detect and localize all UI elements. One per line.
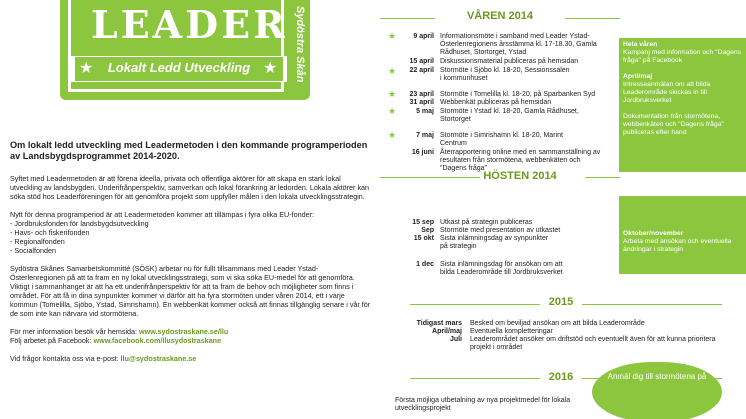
leader-logo bbox=[60, 0, 310, 100]
star-icon: ★ bbox=[388, 130, 397, 140]
side-text: Arbeta med ansökan och eventuella ändringar i strategin bbox=[623, 238, 732, 253]
star-icon: ★ bbox=[263, 60, 278, 77]
event-text: Återrapportering online med en sammanställning av resultaten från stormötena, webbenkäten och "Dagens fråga" bbox=[440, 149, 601, 172]
event-text: Informationsmöte i samband med Leader Ystad-Österlenregionens årsstämma kl. 17-18.30, Gamla Rådhuset, Stortorget, Ystad bbox=[440, 33, 597, 56]
facebook-info bbox=[10, 336, 372, 345]
event-text: Stormöte i Simrishamn kl. 18-20, Marint Centrum bbox=[440, 132, 563, 147]
event-text: Webbenkät publiceras på hemsidan bbox=[440, 99, 552, 106]
facebook-link[interactable]: www.facebook.com/llusydostraskane bbox=[93, 336, 222, 345]
logo-title: LEADER bbox=[91, 2, 288, 47]
signup-text: Anmäl dig till stormötena på bbox=[607, 372, 707, 381]
side-heading: April/maj bbox=[623, 73, 653, 80]
intro-paragraph: Syftet med Leadermetoden är att förena ideella, privata och offentliga aktörer för att skapa en stark lokal utveckling av landsbygden. Underifrånperspektiv, samverkan och lokal förankring är ledorden. Lokala aktörer kan söka stöd hos Leaderföreningen för att genomföra projekt som uppfyller målen i den lokala utvecklingsstrategin. bbox=[10, 174, 370, 201]
star-icon: ★ bbox=[388, 66, 397, 76]
star-icon: ★ bbox=[388, 31, 397, 41]
fund-item: - Havs- och fiskerifonden bbox=[10, 228, 90, 237]
event-date: 7 maj bbox=[416, 132, 434, 139]
side-text: Kampanj med information och "Dagens fråga" på Facebook bbox=[623, 49, 742, 64]
event-date: 16 juni bbox=[411, 149, 434, 156]
event-text: Besked om beviljad ansökan om att bilda Leaderområde bbox=[470, 320, 645, 327]
more-info bbox=[10, 327, 372, 336]
event-date: 15 april bbox=[409, 58, 434, 65]
y2015-title: 2015 bbox=[548, 296, 574, 308]
logo-subtitle: Lokalt Ledd Utveckling bbox=[107, 60, 251, 75]
event-text: Stormöte i Sjöbo kl. 18-20, Sessionssalen i kommunhuset bbox=[440, 67, 570, 82]
fund-item: - Regionalfonden bbox=[10, 237, 65, 246]
autumn-title: HÖSTEN 2014 bbox=[483, 170, 557, 182]
event-date: 1 dec bbox=[416, 261, 434, 268]
y2016-title: 2016 bbox=[548, 371, 574, 383]
event-date: 22 april bbox=[409, 67, 434, 74]
event-text: Leaderområdet ansöker om driftstöd och eventuellt även för att kunna prioritera projekt i området bbox=[470, 336, 716, 351]
event-text: Sista inlämningsdag av synpunkter på strategin bbox=[440, 235, 549, 250]
event-text: Stormöte med presentation av utkastet bbox=[440, 227, 561, 234]
website-link[interactable]: www.sydostraskane.se/llu bbox=[139, 327, 229, 336]
event-text: Diskussionsmaterial publiceras på hemsidan bbox=[440, 58, 579, 65]
star-icon: ★ bbox=[79, 60, 94, 77]
sosk-paragraph: Sydöstra Skånes Samarbetskommitté (SÖSK) arbetar nu för fullt tillsammans med Leader Ystad-Österlenregionen på att ta fram en ny lokal utvecklingsstrategi, som vi ska söka EU-medel för att genomföra. Viktigt i sammanhanget är att ha ett underifrånperspektiv för att ta fram de behov och möjligheter som finns i området. För att få in dina synpunkter kommer vi därför att ha fyra stormöten under våren 2014, ett i varje kommun (Tomelilla, Sjöbo, Ystad, Simrishamn). En webbenkät kommer också att finnas tillgänglig senare i vår för de som inte kan närvara vid stormötena. bbox=[10, 264, 371, 318]
more-info-label: För mer information besök vår hemsida: bbox=[10, 327, 140, 336]
email-link[interactable]: llu@sydostraskane.se bbox=[120, 354, 197, 363]
funds-intro: Nytt för denna programperiod är att Leadermetoden kommer att tillämpas i fyra olika EU-fonder: bbox=[10, 210, 315, 219]
signup-badge[interactable] bbox=[592, 362, 722, 419]
event-text: Stormöte i Tomelilla kl. 18-20, på Sparbanken Syd bbox=[440, 91, 596, 98]
event-date: Sep bbox=[421, 227, 434, 234]
spring-side-panel bbox=[619, 38, 746, 172]
logo-frame bbox=[68, 0, 288, 92]
event-date: 9 april bbox=[413, 33, 434, 40]
event-date: 15 sep bbox=[412, 219, 434, 226]
side-heading: Hela våren bbox=[623, 41, 658, 48]
star-icon: ★ bbox=[388, 89, 397, 99]
event-date: Tidigast mars bbox=[416, 320, 462, 327]
event-date: April/maj bbox=[432, 328, 462, 335]
event-date: 23 april bbox=[409, 91, 434, 98]
y2016-text: Första möjliga utbetalning av nya projektmedel för lokala utvecklingsprojekt bbox=[395, 397, 571, 412]
intro-heading: Om lokalt ledd utveckling med Leadermetoden i den kommande programperioden av Landsbygdsprogrammet 2014-2020. bbox=[10, 140, 368, 161]
event-text: Utkast på strategin publiceras bbox=[440, 219, 533, 226]
star-icon: ★ bbox=[388, 106, 397, 116]
event-text: Sista inlämningsdag för ansökan om att bilda Leaderområde till Jordbruksverket bbox=[440, 261, 563, 276]
event-text: Eventuella kompletteringar bbox=[470, 328, 553, 335]
fund-item: - Jordbruksfonden för landsbygdsutveckling bbox=[10, 219, 149, 228]
spring-title: VÅREN 2014 bbox=[466, 10, 534, 22]
side-text: Dokumentation från stormötena, webbenkäten och "Dagens fråga" publiceras efter hand bbox=[623, 113, 724, 136]
facebook-label: Följ arbetet på Facebook: bbox=[10, 336, 94, 345]
autumn-side-panel bbox=[619, 196, 746, 274]
event-date: 15 okt bbox=[413, 235, 434, 242]
contact-info bbox=[10, 354, 372, 363]
intro-column bbox=[10, 140, 372, 363]
contact-label: Vid frågor kontakta oss via e-post: bbox=[10, 354, 121, 363]
fund-item: - Socialfonden bbox=[10, 246, 56, 255]
side-heading: Oktober/november bbox=[623, 230, 684, 237]
event-date: Juli bbox=[449, 336, 462, 343]
event-date: 31 april bbox=[409, 99, 434, 106]
event-date: 5 maj bbox=[416, 108, 434, 115]
logo-side-text: Sydöstra Skån bbox=[294, 6, 306, 83]
side-text: Intresseanmälan om att bilda Leaderområde skickas in till Jordbruksverket bbox=[623, 81, 711, 104]
event-text: Stormöte i Ystad kl. 18-20, Gamla Rådhuset, Stortorget bbox=[440, 108, 579, 123]
funds-list bbox=[10, 219, 372, 255]
